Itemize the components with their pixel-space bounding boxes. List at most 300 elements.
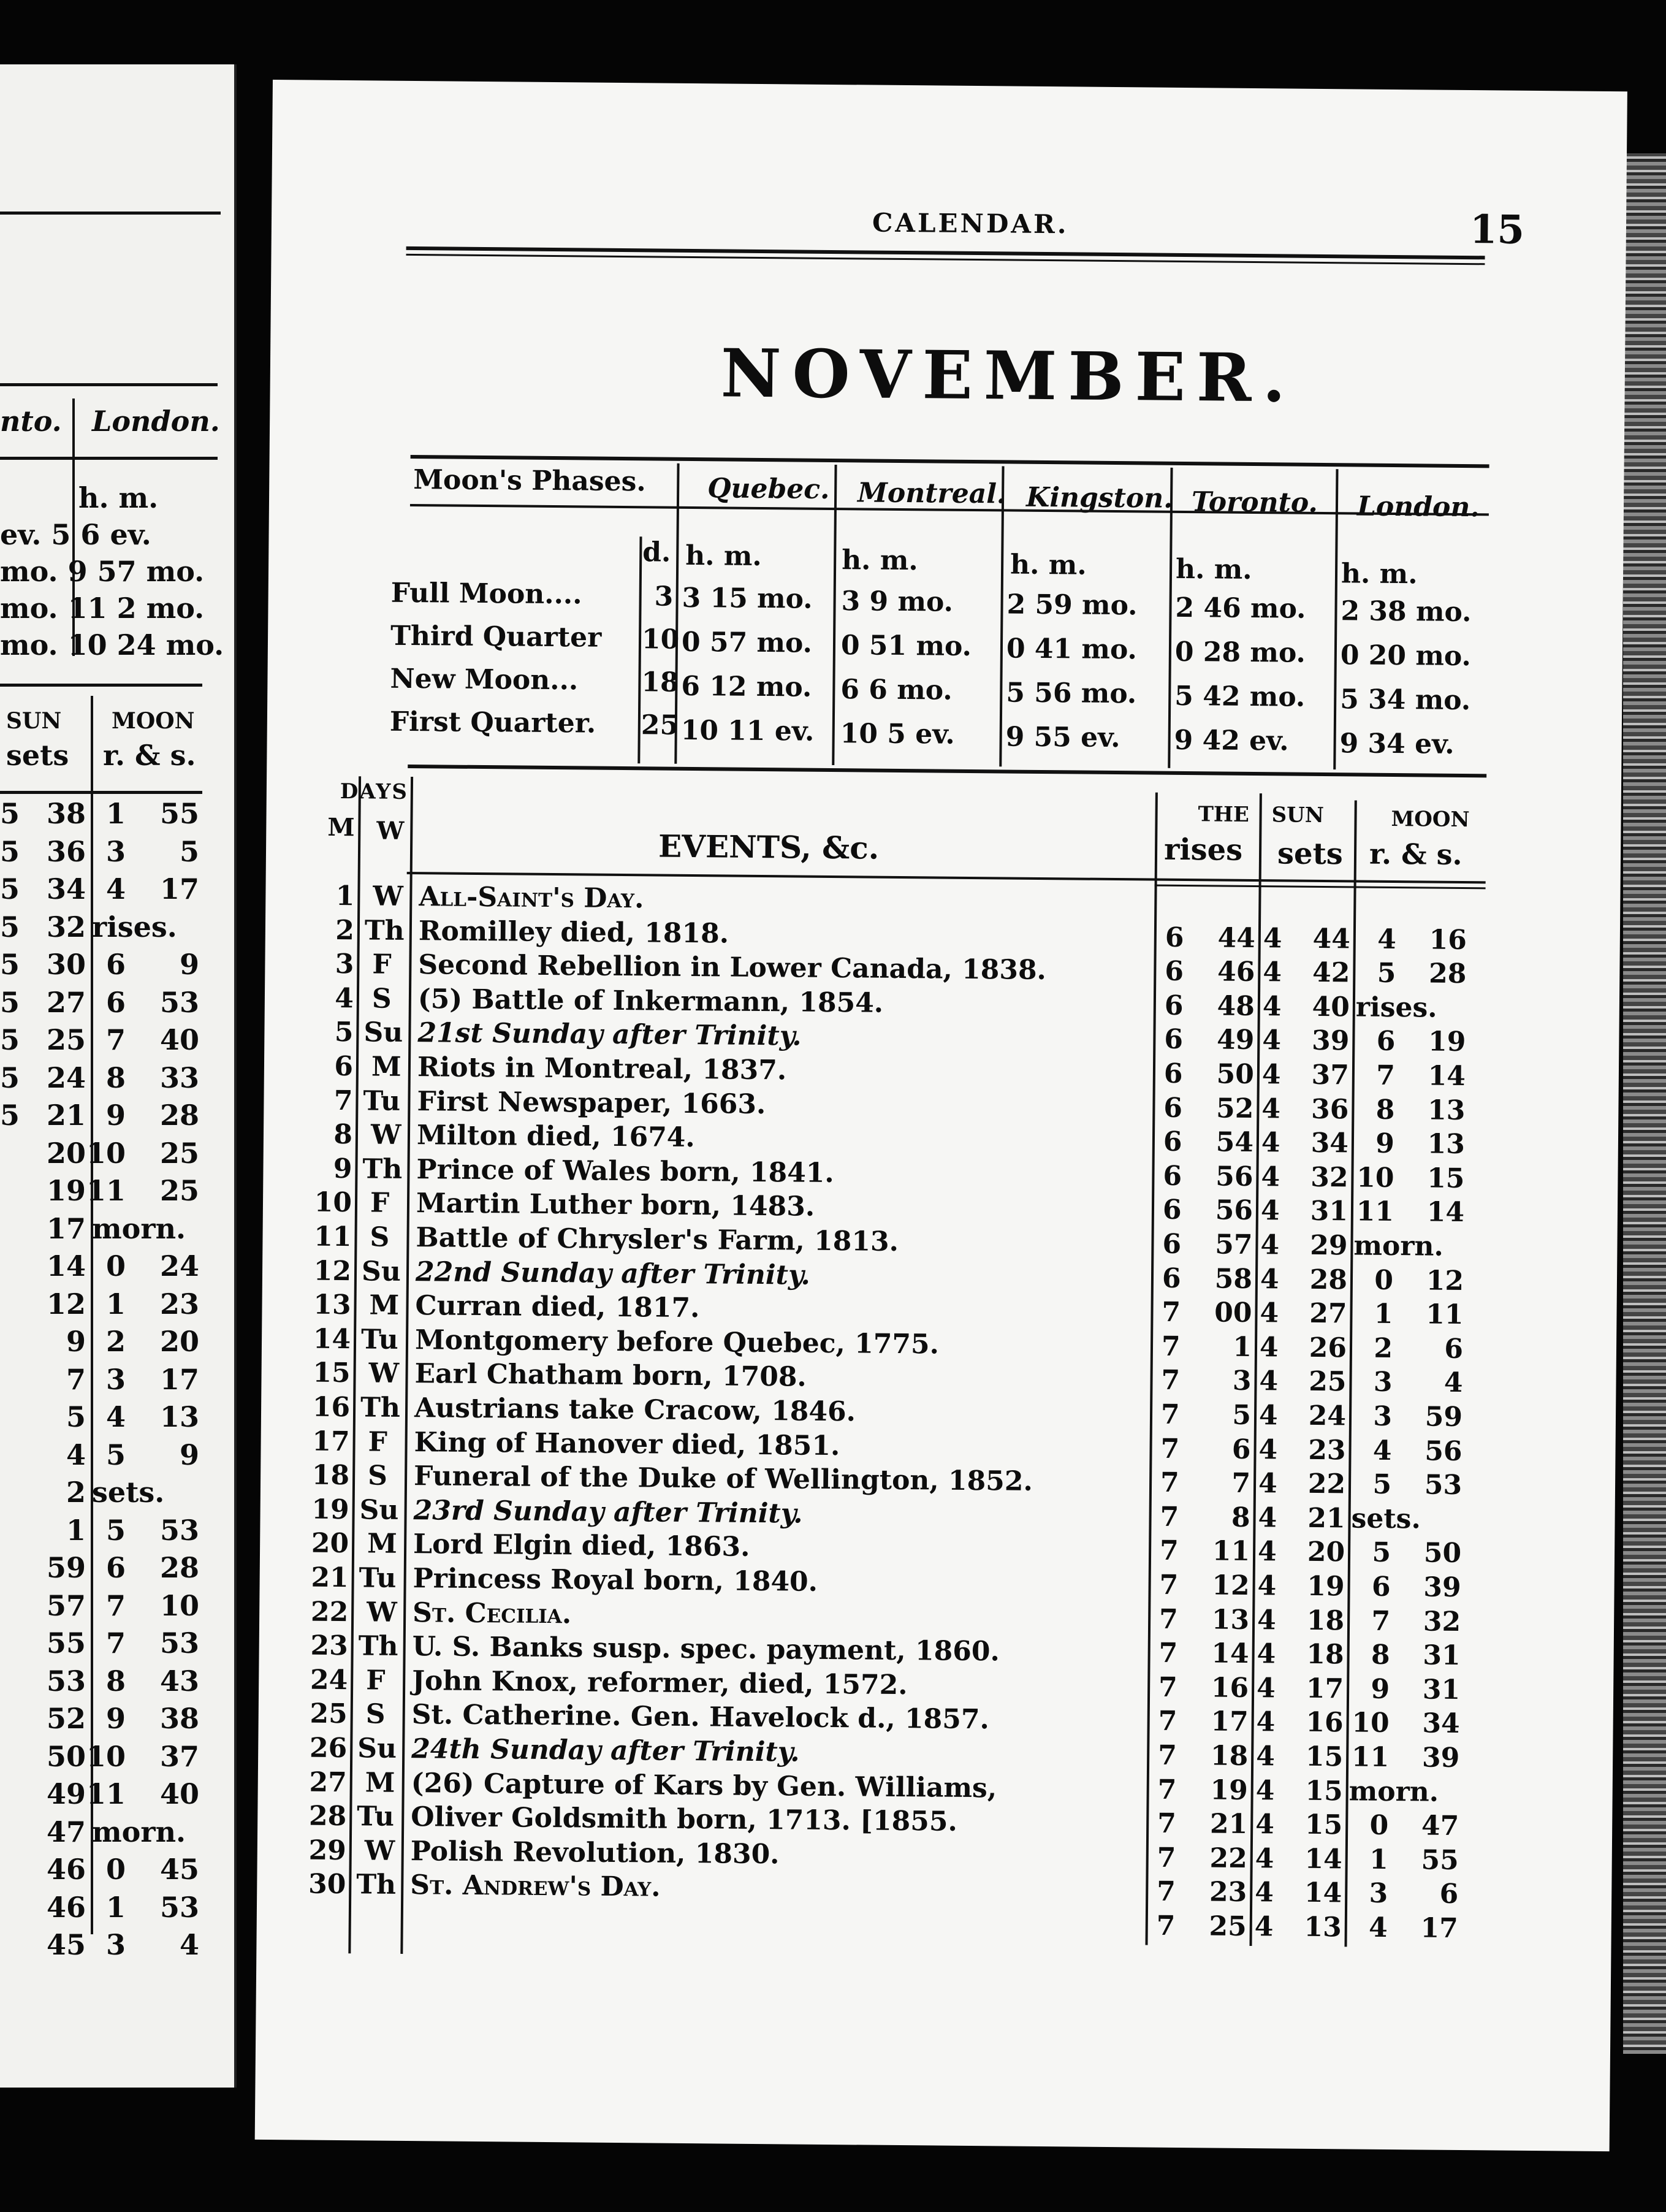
sun-set-min: 23 (1308, 1434, 1346, 1466)
sun-header: SUN (1271, 803, 1325, 828)
city-london: London. (1356, 490, 1480, 524)
phase-time: 5 56 mo. (1006, 677, 1137, 710)
moon-min: 32 (1423, 1606, 1461, 1638)
prev-moon-hour: 3 (105, 1928, 126, 1961)
sun-set-min: 37 (1311, 1059, 1350, 1091)
running-head: CALENDAR. (872, 207, 1069, 240)
prev-city-toronto: nto. (0, 405, 62, 438)
day-of-month: 8 (333, 1118, 353, 1151)
event-text: John Knox, reformer, died, 1572. (411, 1665, 908, 1701)
moon-hour: morn. (1348, 1775, 1439, 1808)
day-of-week: Th (356, 1869, 397, 1901)
prev-moon-min: 37 (159, 1740, 199, 1773)
moon-hour: 3 (1373, 1366, 1393, 1398)
prev-table-rule (0, 684, 202, 687)
moon-hour: 1 (1369, 1844, 1388, 1875)
book-edge (1623, 153, 1666, 2054)
prev-moon-hour: 11 (86, 1174, 126, 1207)
day-of-month: 29 (308, 1834, 347, 1867)
sun-set-min: 32 (1310, 1161, 1348, 1194)
moon-min: 14 (1428, 1060, 1466, 1093)
prev-moon-hour: 10 (86, 1137, 126, 1170)
sun-rise-hour: 7 (1160, 1466, 1179, 1498)
day-of-month: 24 (310, 1664, 348, 1696)
day-of-month: 10 (314, 1186, 352, 1219)
prev-sun-min: 4 (66, 1438, 86, 1471)
sun-set-hour: 4 (1259, 1365, 1279, 1397)
phase-time: 0 57 mo. (681, 626, 813, 659)
moon-hour: 3 (1369, 1877, 1388, 1909)
prev-moon-min: 5 (179, 835, 199, 868)
prev-moon-min: 28 (159, 1099, 199, 1132)
prev-sun-min: 57 (46, 1589, 86, 1622)
prev-moon-min: 53 (159, 986, 199, 1019)
prev-sun-min: 2 (66, 1476, 86, 1509)
prev-moon-min: 23 (159, 1287, 199, 1321)
prev-sun-min: 7 (66, 1363, 86, 1396)
day-of-week: Th (358, 1630, 398, 1662)
day-of-week: Su (363, 1016, 403, 1048)
day-of-month: 7 (333, 1085, 353, 1117)
prev-moon-min: 25 (159, 1137, 199, 1170)
moon-min: 17 (1420, 1912, 1458, 1944)
sun-rise-hour: 6 (1165, 955, 1184, 988)
prev-sun-min: 5 (66, 1400, 86, 1433)
sun-rise-hour: 6 (1162, 1194, 1182, 1226)
event-text: Battle of Chrysler's Farm, 1813. (416, 1222, 899, 1257)
sun-set-hour: 4 (1263, 956, 1282, 988)
prev-city-london: London. (92, 405, 220, 438)
prev-sun-min: 27 (46, 986, 86, 1019)
sun-set-hour: 4 (1255, 1877, 1274, 1909)
sun-set-hour: 4 (1254, 1911, 1274, 1943)
prev-moon-min: 45 (159, 1853, 199, 1886)
day-of-month: 16 (312, 1391, 351, 1424)
moon-hour: 10 (1356, 1162, 1394, 1194)
event-text: Lord Elgin died, 1863. (413, 1528, 750, 1563)
prev-sun-min: 14 (46, 1249, 86, 1283)
prev-top-rule (0, 212, 221, 215)
sun-rise-hour: 6 (1164, 1023, 1184, 1056)
day-of-week: W (370, 1119, 401, 1151)
prev-header-rule (0, 383, 218, 386)
moon-min: 31 (1422, 1674, 1461, 1706)
sun-rise-hour: 7 (1157, 1774, 1177, 1806)
day-of-week: Su (359, 1494, 399, 1526)
prev-moon-hour: 8 (105, 1061, 126, 1094)
moon-min: 13 (1427, 1094, 1466, 1127)
prev-moon-hour: 0 (105, 1249, 126, 1283)
sun-rise-min: 17 (1211, 1706, 1249, 1737)
prev-moon-hour: 3 (105, 1363, 126, 1396)
moon-hour: 1 (1374, 1298, 1393, 1330)
event-text: 23rd Sunday after Trinity. (413, 1495, 803, 1530)
moon-hour: 8 (1371, 1639, 1390, 1671)
prev-moon-hour: 0 (105, 1853, 126, 1886)
prev-sun-min: 24 (46, 1061, 86, 1094)
moon-min: 55 (1421, 1844, 1459, 1876)
prev-sun-min: 1 (66, 1514, 86, 1547)
sun-rise-min: 11 (1212, 1535, 1250, 1568)
unit-montreal: h. m. (841, 544, 918, 577)
day-of-month: 1 (335, 880, 355, 912)
prev-moon-min: 53 (159, 1627, 199, 1660)
sun-rise-hour: 7 (1157, 1875, 1176, 1907)
moon-min: 28 (1428, 958, 1467, 990)
day-of-month: 18 (311, 1459, 350, 1492)
moon-hour: sets. (1351, 1503, 1421, 1535)
sun-set-hour: 4 (1261, 1127, 1280, 1159)
unit-toronto: h. m. (1175, 553, 1252, 585)
moon-hour: 4 (1372, 1435, 1392, 1467)
day-of-week: Tu (357, 1801, 395, 1833)
sun-set-min: 17 (1306, 1672, 1344, 1705)
prev-moon-hour: 6 (105, 986, 126, 1019)
prev-moon-hour: 7 (105, 1627, 126, 1660)
moon-hour: 4 (1377, 923, 1397, 956)
prev-sun-min: 53 (46, 1665, 86, 1698)
prev-moon-hour: 1 (105, 1287, 126, 1321)
moon-hour: 2 (1374, 1332, 1393, 1365)
prev-sun-min: 34 (46, 872, 86, 906)
phase-name: Third Quarter (390, 620, 602, 654)
sun-set-min: 25 (1309, 1365, 1347, 1398)
sun-set-min: 21 (1307, 1502, 1345, 1535)
sun-set-min: 26 (1309, 1332, 1347, 1364)
event-text: Curran died, 1817. (415, 1290, 700, 1324)
day-of-week: Th (362, 1153, 403, 1185)
city-montreal: Montreal. (857, 477, 1006, 510)
day-of-month: 6 (334, 1050, 354, 1083)
phase-name: Full Moon.... (390, 577, 582, 611)
event-text: Martin Luther born, 1483. (416, 1188, 815, 1222)
sun-set-min: 28 (1309, 1264, 1348, 1296)
phase-day: 18 (641, 666, 679, 698)
prev-sun-hour: 5 (0, 986, 20, 1019)
unit-london: h. m. (1341, 558, 1418, 590)
moon-hour: rises. (1355, 991, 1437, 1024)
prev-moon-min: 4 (179, 1928, 199, 1961)
day-of-week: Tu (360, 1324, 398, 1356)
prev-moon-min: 9 (179, 948, 199, 981)
prev-moon-hour: morn. (92, 1815, 186, 1848)
moon-hour: 9 (1375, 1127, 1395, 1160)
event-text: Funeral of the Duke of Wellington, 1852. (413, 1460, 1033, 1497)
event-text: Polish Revolution, 1830. (410, 1836, 780, 1871)
day-of-month: 9 (333, 1153, 352, 1185)
phase-time: 3 9 mo. (841, 585, 954, 618)
moon-min: 31 (1423, 1639, 1461, 1672)
prev-moon-hour: 1 (105, 797, 126, 830)
prev-sun-hour: 5 (0, 797, 20, 830)
w-header: W (376, 816, 405, 845)
day-of-month: 28 (308, 1800, 347, 1833)
day-of-week: M (367, 1528, 398, 1560)
sun-rise-min: 23 (1209, 1876, 1247, 1908)
moon-hour: 3 (1373, 1400, 1393, 1433)
day-of-month: 14 (313, 1323, 351, 1356)
sun-rise-min: 56 (1215, 1194, 1253, 1227)
phase-time: 0 51 mo. (840, 630, 972, 662)
prev-moon-hour: 8 (105, 1665, 126, 1698)
prev-moon-min: 53 (159, 1514, 199, 1547)
sun-rise-min: 48 (1217, 990, 1255, 1023)
prev-moon-min: 40 (159, 1023, 199, 1056)
sun-rise-min: 19 (1210, 1774, 1248, 1806)
prev-moon-hour: 10 (86, 1740, 126, 1773)
day-of-week: F (365, 1665, 386, 1696)
prev-moon-hour: 11 (86, 1777, 126, 1810)
sun-set-hour: 4 (1257, 1536, 1277, 1568)
moon-hour: 0 (1369, 1809, 1389, 1841)
prev-moon-min: 17 (159, 872, 199, 906)
moon-min: 19 (1428, 1026, 1466, 1058)
sun-set-hour: 4 (1261, 1093, 1281, 1125)
day-of-week: S (370, 1221, 390, 1253)
sun-set-hour: 4 (1260, 1264, 1279, 1295)
unit-kingston: h. m. (1010, 549, 1087, 581)
sun-rise-min: 1 (1233, 1331, 1252, 1363)
sun-rise-hour: 7 (1160, 1398, 1180, 1430)
page-number: 15 (1469, 207, 1525, 253)
event-text: 24th Sunday after Trinity. (411, 1733, 800, 1768)
m-header: M (327, 812, 355, 842)
sun-set-hour: 4 (1258, 1468, 1277, 1500)
sun-set-min: 16 (1306, 1706, 1344, 1739)
sun-set-hour: 4 (1260, 1229, 1280, 1261)
prev-moon-min: 28 (159, 1551, 199, 1584)
moon-min: 6 (1439, 1878, 1459, 1910)
event-text: King of Hanover died, 1851. (414, 1427, 840, 1462)
sun-rise-min: 49 (1216, 1024, 1255, 1056)
prev-moon-min: 13 (159, 1400, 199, 1433)
sun-set-hour: 4 (1257, 1604, 1276, 1636)
prev-sun-min: 47 (46, 1815, 86, 1848)
day-of-month: 3 (335, 948, 354, 980)
day-of-week: Su (361, 1256, 401, 1287)
prev-moon-hour: 7 (105, 1023, 126, 1056)
event-text: St. Cecilia. (412, 1597, 572, 1630)
event-text: Austrians take Cracow, 1846. (414, 1392, 856, 1428)
sun-set-hour: 4 (1256, 1672, 1276, 1704)
calendar-page (255, 80, 1627, 2151)
moon-min: 16 (1429, 924, 1467, 956)
prev-sun-hour: 5 (0, 948, 20, 981)
prev-moon-min: 9 (179, 1438, 199, 1471)
prev-moon-hour: 5 (105, 1514, 126, 1547)
prev-sun-hour: 5 (0, 1061, 20, 1094)
day-of-week: Th (364, 915, 405, 947)
sun-set-min: 27 (1309, 1297, 1347, 1330)
event-text: Oliver Goldsmith born, 1713. [1855. (411, 1801, 957, 1837)
event-text: 22nd Sunday after Trinity. (415, 1256, 811, 1291)
phase-time: 0 41 mo. (1006, 633, 1138, 666)
prev-sun-min: 17 (46, 1212, 86, 1245)
prev-unit: h. m. (78, 481, 159, 514)
sun-set-hour: 4 (1255, 1775, 1275, 1807)
day-of-month: 2 (335, 914, 355, 947)
sun-rise-hour: 7 (1160, 1501, 1179, 1533)
moon-min: 53 (1424, 1469, 1463, 1501)
event-text: (26) Capture of Kars by Gen. Williams, (411, 1768, 997, 1804)
sun-rise-hour: 7 (1161, 1364, 1181, 1396)
day-of-week: W (368, 1357, 400, 1389)
event-text: U. S. Banks susp. spec. payment, 1860. (412, 1631, 1000, 1668)
sun-set-min: 22 (1307, 1468, 1346, 1500)
day-of-week: F (372, 948, 392, 980)
phase-time: 9 42 ev. (1174, 724, 1289, 757)
sun-set-min: 20 (1307, 1536, 1345, 1568)
prev-moon-min: 10 (159, 1589, 199, 1622)
day-of-week: S (367, 1460, 388, 1492)
phase-day: 3 (654, 581, 674, 612)
sun-rise-hour: 7 (1158, 1705, 1177, 1737)
prev-moon-hour: 5 (105, 1438, 126, 1471)
prev-moon-min: 24 (159, 1249, 199, 1283)
prev-sun-hour: 5 (0, 910, 20, 944)
phase-day: 25 (641, 709, 679, 741)
sun-rise-min: 52 (1215, 1093, 1254, 1125)
sets-header: sets (1277, 836, 1344, 872)
sun-set-min: 19 (1307, 1570, 1345, 1603)
prev-moon-hour: 4 (105, 1400, 126, 1433)
sun-set-hour: 4 (1262, 1024, 1282, 1056)
sun-set-hour: 4 (1255, 1741, 1276, 1772)
moon-hour: 5 (1377, 957, 1396, 990)
prev-moon-min: 20 (159, 1325, 199, 1358)
prev-sun-hour: 5 (0, 1099, 20, 1132)
events-header: EVENTS, &c. (658, 828, 880, 866)
sun-rise-min: 54 (1215, 1126, 1254, 1159)
prev-moon-min: 33 (159, 1061, 199, 1094)
sun-rise-min: 56 (1215, 1161, 1253, 1193)
sun-rise-hour: 7 (1162, 1296, 1181, 1329)
moon-hour: 11 (1351, 1741, 1390, 1773)
phase-name: New Moon... (390, 663, 579, 696)
prev-moon-min: 25 (159, 1174, 199, 1207)
prev-moon-hour: 6 (105, 1551, 126, 1584)
phase-time: 0 28 mo. (1174, 636, 1306, 669)
day-of-week: Su (357, 1733, 397, 1764)
day-of-week: W (366, 1596, 397, 1628)
sun-set-hour: 4 (1261, 1161, 1280, 1193)
phases-bottom-rule (408, 765, 1486, 777)
moon-min: 59 (1424, 1401, 1463, 1433)
event-text: 21st Sunday after Trinity. (417, 1017, 802, 1052)
day-of-week: M (371, 1051, 401, 1083)
prev-sun-min: 30 (46, 948, 86, 981)
day-of-month: 25 (310, 1698, 348, 1730)
unit-quebec: h. m. (685, 540, 762, 572)
moon-hour: 6 (1371, 1571, 1391, 1603)
prev-phase-row: ev. 5 6 ev. (0, 518, 151, 551)
event-text: Montgomery before Quebec, 1775. (414, 1324, 940, 1360)
prev-phase-row: mo. 10 24 mo. (0, 628, 224, 662)
phase-time: 10 5 ev. (840, 718, 955, 750)
prev-moon-hour: 7 (105, 1589, 126, 1622)
sun-set-hour: 4 (1256, 1706, 1276, 1738)
rises-header: rises (1163, 832, 1243, 868)
sun-rise-hour: 7 (1160, 1433, 1180, 1465)
prev-sun-header: SUN (6, 708, 62, 734)
event-text: Second Rebellion in Lower Canada, 1838. (418, 949, 1047, 986)
sun-set-hour: 4 (1257, 1638, 1276, 1670)
phase-time: 6 6 mo. (840, 674, 953, 706)
sun-rise-hour: 6 (1162, 1262, 1181, 1295)
day-of-week: W (364, 1835, 395, 1867)
moon-hour: 4 (1368, 1912, 1388, 1943)
city-quebec: Quebec. (707, 473, 830, 505)
sun-set-min: 31 (1310, 1195, 1348, 1227)
city-toronto: Toronto. (1191, 486, 1318, 519)
event-text: St. Andrew's Day. (410, 1869, 661, 1903)
moon-min: 11 (1426, 1299, 1464, 1331)
prev-sun-hour: 5 (0, 835, 20, 868)
phase-time: 6 12 mo. (681, 670, 812, 703)
day-of-month: 22 (310, 1596, 349, 1628)
sun-set-hour: 4 (1261, 1059, 1281, 1091)
sun-rise-hour: 7 (1159, 1535, 1179, 1566)
prev-sun-min: 45 (46, 1928, 86, 1961)
phases-label: Moon's Phases. (413, 464, 646, 498)
sun-rise-min: 8 (1231, 1501, 1250, 1534)
sun-rise-min: 14 (1211, 1638, 1249, 1669)
sun-rise-hour: 7 (1158, 1637, 1178, 1669)
day-of-month: 20 (311, 1527, 349, 1560)
event-text: Earl Chatham born, 1708. (414, 1358, 807, 1393)
sun-rise-hour: 6 (1163, 1126, 1182, 1158)
sun-set-min: 15 (1305, 1741, 1344, 1773)
prev-sun-min: 21 (46, 1099, 86, 1132)
prev-sun-hour: 5 (0, 872, 20, 906)
sun-rise-min: 44 (1217, 922, 1256, 955)
prev-sun-min: 50 (46, 1740, 86, 1773)
event-text: Milton died, 1674. (416, 1119, 695, 1154)
day-of-month: 12 (313, 1255, 352, 1287)
event-text: Romilley died, 1818. (418, 915, 729, 950)
day-of-week: F (368, 1426, 388, 1458)
prev-moon-hour: 9 (105, 1702, 126, 1735)
day-of-week: M (365, 1767, 395, 1799)
sun-set-min: 29 (1310, 1229, 1348, 1262)
sun-rise-hour: 7 (1156, 1910, 1176, 1942)
event-text: All-Saint's Day. (419, 881, 644, 915)
moon-min: 15 (1426, 1162, 1465, 1195)
sun-set-min: 40 (1312, 991, 1350, 1023)
prev-sun-min: 46 (46, 1891, 86, 1924)
sun-set-hour: 4 (1258, 1502, 1277, 1534)
sun-set-min: 18 (1306, 1604, 1345, 1637)
prev-moon-rs: r. & s. (103, 739, 196, 772)
sun-set-min: 36 (1310, 1093, 1349, 1126)
prev-moon-min: 40 (159, 1777, 199, 1810)
sun-rise-min: 00 (1214, 1297, 1252, 1329)
sun-rise-min: 57 (1215, 1229, 1253, 1261)
prev-moon-hour: 2 (105, 1325, 126, 1358)
sun-set-min: 34 (1310, 1127, 1349, 1159)
sun-rise-min: 18 (1210, 1740, 1249, 1772)
sun-rise-min: 58 (1214, 1263, 1253, 1295)
previous-page (0, 64, 237, 2088)
sun-set-hour: 4 (1255, 1843, 1274, 1875)
sun-rise-hour: 6 (1163, 1092, 1183, 1124)
sun-set-min: 14 (1304, 1843, 1342, 1875)
prev-moon-min: 43 (159, 1665, 199, 1698)
event-text: (5) Battle of Inkermann, 1854. (417, 983, 884, 1019)
head-rule-1 (406, 246, 1485, 259)
prev-moon-min: 38 (159, 1702, 199, 1735)
moon-min: 6 (1444, 1333, 1464, 1365)
